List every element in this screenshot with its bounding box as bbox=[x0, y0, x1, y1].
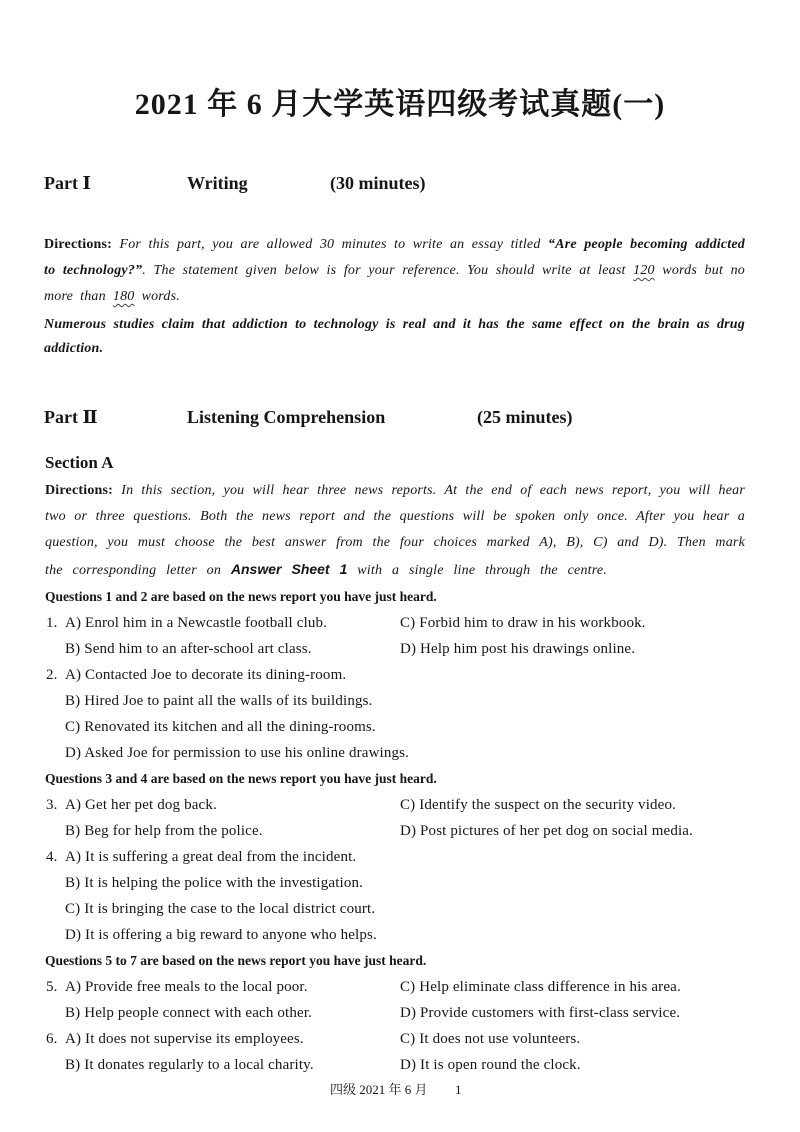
question-group-heading: Questions 5 to 7 are based on the news report you have just heard. bbox=[45, 953, 427, 968]
option-b bbox=[65, 1052, 314, 1078]
part-2-label: Part Ⅱ bbox=[44, 407, 98, 427]
question-number: 1. bbox=[46, 615, 58, 631]
option-text: It is offering a big reward to anyone who helps. bbox=[85, 927, 377, 943]
option-label: B) bbox=[65, 1057, 81, 1073]
option-label: A) bbox=[65, 667, 82, 683]
directions-text: . The statement given below is for your reference. You should write at least bbox=[142, 263, 634, 278]
max-word-count: 180 bbox=[112, 289, 135, 304]
option-text: Help people connect with each other. bbox=[84, 1005, 313, 1021]
writing-directions-line bbox=[44, 232, 745, 258]
option-label: C) bbox=[65, 719, 81, 735]
option-c bbox=[400, 792, 676, 818]
question-1-row bbox=[0, 610, 800, 636]
question-4-row bbox=[0, 896, 800, 922]
directions-text: For this part, you are allowed 30 minutes to write an essay titled bbox=[112, 237, 548, 252]
option-label: A) bbox=[65, 979, 82, 995]
directions-text: question, you must choose the best answer from the four choices marked A), B), C) and D). Then mark bbox=[45, 535, 745, 550]
writing-directions-line bbox=[44, 284, 180, 310]
question-6-row bbox=[0, 1026, 800, 1052]
statement-line: addiction. bbox=[44, 341, 104, 356]
option-label: A) bbox=[65, 849, 82, 865]
question-number: 6. bbox=[46, 1031, 58, 1047]
option-text: Identify the suspect on the security video. bbox=[419, 797, 677, 813]
question-group-heading: Questions 1 and 2 are based on the news report you have just heard. bbox=[45, 589, 437, 604]
option-c bbox=[400, 1026, 580, 1052]
option-label: A) bbox=[65, 797, 82, 813]
writing-directions bbox=[44, 232, 745, 310]
option-label: D) bbox=[400, 823, 417, 839]
option-text: Provide free meals to the local poor. bbox=[85, 979, 308, 995]
answer-sheet-reference: Answer Sheet 1 bbox=[230, 561, 348, 577]
option-text: Hired Joe to paint all the walls of its buildings. bbox=[84, 693, 373, 709]
option-b bbox=[65, 688, 373, 714]
question-4-row bbox=[0, 844, 800, 870]
option-label: C) bbox=[400, 797, 416, 813]
option-text: It does not use volunteers. bbox=[419, 1031, 581, 1047]
option-a bbox=[65, 792, 217, 818]
part-1-header bbox=[0, 171, 800, 195]
option-d bbox=[65, 740, 409, 766]
option-d bbox=[65, 922, 377, 948]
question-number: 4. bbox=[46, 849, 58, 865]
question-4-row bbox=[0, 922, 800, 948]
option-label: B) bbox=[65, 1005, 81, 1021]
option-text: Contacted Joe to decorate its dining-room. bbox=[85, 667, 347, 683]
option-label: B) bbox=[65, 875, 81, 891]
writing-statement bbox=[44, 313, 745, 361]
option-label: C) bbox=[400, 1031, 416, 1047]
option-a bbox=[65, 844, 356, 870]
question-6-row bbox=[0, 1052, 800, 1078]
option-label: B) bbox=[65, 823, 81, 839]
listening-directions-line bbox=[45, 556, 607, 584]
part-1-label: Part Ⅰ bbox=[44, 173, 91, 193]
option-a bbox=[65, 662, 346, 688]
listening-section-a bbox=[0, 478, 800, 1078]
directions-text: words but no bbox=[654, 263, 745, 278]
option-label: D) bbox=[400, 1057, 417, 1073]
question-5-row bbox=[0, 1000, 800, 1026]
question-5-row bbox=[0, 974, 800, 1000]
option-d bbox=[400, 636, 635, 662]
option-b bbox=[65, 1000, 312, 1026]
option-label: C) bbox=[400, 615, 416, 631]
part-2-time: (25 minutes) bbox=[477, 407, 573, 427]
directions-text: words. bbox=[134, 289, 180, 304]
option-c bbox=[400, 974, 681, 1000]
part-1-name: Writing bbox=[187, 173, 248, 193]
section-a-title: Section A bbox=[45, 453, 114, 472]
option-c bbox=[65, 896, 375, 922]
option-b bbox=[65, 870, 363, 896]
option-b bbox=[65, 818, 263, 844]
directions-text: more than bbox=[44, 289, 113, 304]
question-3-row bbox=[0, 792, 800, 818]
option-text: It is helping the police with the investigation. bbox=[84, 875, 364, 891]
question-3-row bbox=[0, 818, 800, 844]
directions-label: Directions: bbox=[45, 483, 114, 498]
page-number: 1 bbox=[455, 1082, 462, 1097]
option-text: Beg for help from the police. bbox=[84, 823, 263, 839]
option-label: C) bbox=[65, 901, 81, 917]
question-4-row bbox=[0, 870, 800, 896]
directions-text: the corresponding letter on bbox=[45, 563, 231, 578]
writing-directions-line bbox=[44, 258, 745, 284]
page-title: 2021 年 6 月大学英语四级考试真题(一) bbox=[134, 88, 666, 121]
option-c bbox=[65, 714, 376, 740]
directions-text: In this section, you will hear three news reports. At the end of each news report, you will hear bbox=[113, 483, 745, 498]
directions-text: two or three questions. Both the news report and the questions will be spoken only once. After you hear a bbox=[45, 509, 745, 524]
question-2-row bbox=[0, 740, 800, 766]
option-c bbox=[400, 610, 646, 636]
question-2-row bbox=[0, 662, 800, 688]
option-text: Post pictures of her pet dog on social media. bbox=[420, 823, 693, 839]
option-label: D) bbox=[400, 1005, 417, 1021]
listening-directions-line bbox=[45, 478, 745, 504]
option-text: Forbid him to draw in his workbook. bbox=[419, 615, 646, 631]
option-text: Asked Joe for permission to use his online drawings. bbox=[84, 745, 410, 761]
option-label: A) bbox=[65, 1031, 82, 1047]
directions-label: Directions: bbox=[44, 237, 113, 252]
option-d bbox=[400, 1052, 581, 1078]
statement-line: Numerous studies claim that addiction to technology is real and it has the same effect on the brain as drug bbox=[44, 317, 745, 332]
part-1-time: (30 minutes) bbox=[330, 173, 426, 193]
min-word-count: 120 bbox=[633, 263, 655, 278]
essay-title: “Are people becoming addicted bbox=[547, 237, 745, 252]
question-number: 5. bbox=[46, 979, 58, 995]
option-text: It is open round the clock. bbox=[420, 1057, 581, 1073]
question-2-row bbox=[0, 688, 800, 714]
listening-directions-line bbox=[45, 530, 745, 556]
question-2-row bbox=[0, 714, 800, 740]
option-d bbox=[400, 818, 693, 844]
option-a bbox=[65, 1026, 304, 1052]
option-text: Enrol him in a Newcastle football club. bbox=[85, 615, 328, 631]
option-text: Provide customers with first-class service. bbox=[420, 1005, 681, 1021]
essay-title: to technology?” bbox=[44, 263, 143, 278]
page-footer bbox=[0, 1080, 800, 1100]
option-label: A) bbox=[65, 615, 82, 631]
option-a bbox=[65, 974, 308, 1000]
option-text: It donates regularly to a local charity. bbox=[84, 1057, 314, 1073]
listening-directions-line bbox=[45, 504, 745, 530]
option-d bbox=[400, 1000, 680, 1026]
option-a bbox=[65, 610, 327, 636]
option-label: D) bbox=[400, 641, 417, 657]
option-text: Help eliminate class difference in his area. bbox=[419, 979, 681, 995]
option-text: It is bringing the case to the local district court. bbox=[84, 901, 376, 917]
option-label: D) bbox=[65, 745, 82, 761]
option-label: D) bbox=[65, 927, 82, 943]
directions-text: with a single line through the centre. bbox=[347, 563, 607, 578]
question-number: 3. bbox=[46, 797, 58, 813]
option-b bbox=[65, 636, 312, 662]
option-text: It does not supervise its employees. bbox=[85, 1031, 304, 1047]
part-2-header bbox=[0, 405, 800, 429]
option-text: It is suffering a great deal from the incident. bbox=[85, 849, 357, 865]
question-number: 2. bbox=[46, 667, 58, 683]
question-1-row bbox=[0, 636, 800, 662]
footer-exam-label: 四级 2021 年 6 月 bbox=[330, 1082, 428, 1097]
option-text: Send him to an after-school art class. bbox=[84, 641, 312, 657]
option-label: B) bbox=[65, 641, 81, 657]
option-text: Renovated its kitchen and all the dining-rooms. bbox=[84, 719, 376, 735]
question-group-heading: Questions 3 and 4 are based on the news report you have just heard. bbox=[45, 771, 437, 786]
option-label: C) bbox=[400, 979, 416, 995]
part-2-name: Listening Comprehension bbox=[187, 407, 386, 427]
option-text: Get her pet dog back. bbox=[85, 797, 217, 813]
option-label: B) bbox=[65, 693, 81, 709]
option-text: Help him post his drawings online. bbox=[420, 641, 636, 657]
